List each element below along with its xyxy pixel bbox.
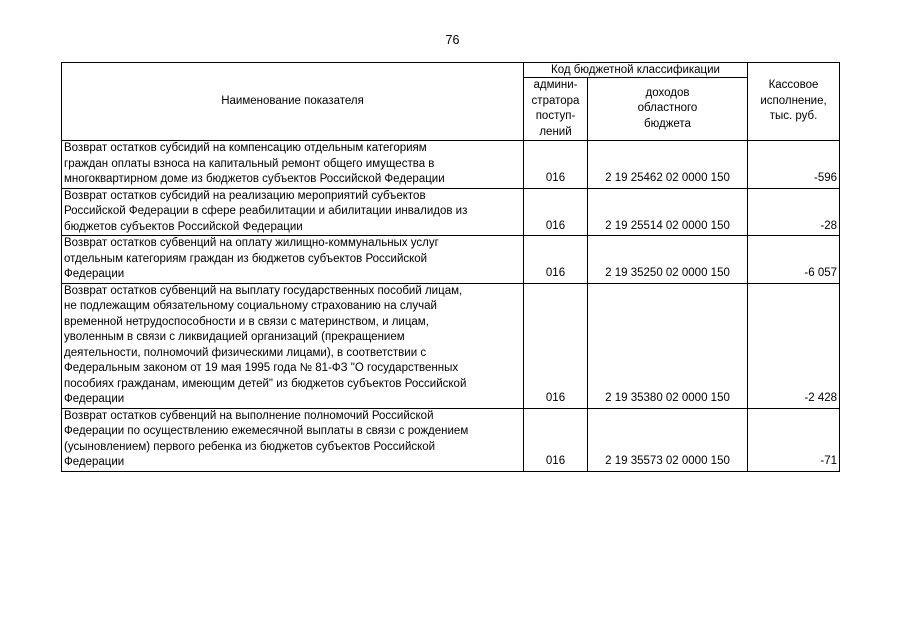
row-name: [62, 141, 524, 189]
row-revenue-code: 2 19 25514 02 0000 150: [588, 188, 748, 236]
header-execution-line: Кассовое: [768, 79, 819, 92]
table-row: [62, 188, 840, 236]
row-name-line: Возврат остатков субвенций на выплату государственных пособий лицам,: [64, 284, 463, 297]
header-admin-line: поступ-: [535, 110, 576, 122]
header-execution: [748, 63, 840, 141]
header-revenue-line: областного: [637, 102, 698, 115]
page-number: 76: [445, 33, 460, 47]
table-row: [62, 408, 840, 471]
row-admin-code: 016: [524, 141, 588, 189]
header-revenue-line: бюджета: [644, 117, 691, 130]
row-revenue-code: 2 19 35250 02 0000 150: [588, 236, 748, 284]
row-name-line: Федерации: [64, 456, 125, 468]
row-name: [62, 408, 524, 471]
budget-table: [61, 62, 840, 472]
header-name: Наименование показателя: [62, 63, 524, 141]
row-admin-code: 016: [524, 408, 588, 471]
row-name-line: Возврат остатков субвенций на оплату жилищно-коммунальных услуг: [64, 237, 439, 249]
header-execution-line: исполнение,: [760, 94, 827, 107]
header-execution-line: тыс. руб.: [769, 110, 818, 123]
row-name-line: (усыновлением) первого ребенка из бюджетов субъектов Российской: [64, 440, 436, 453]
header-admin-line: админи-: [533, 79, 578, 91]
row-amount: -71: [748, 408, 840, 471]
table-row: [62, 141, 840, 189]
row-admin-code: 016: [524, 236, 588, 284]
row-name-line: деятельности, полномочий физическими лицами), в соответствии с: [64, 346, 427, 359]
row-revenue-code: 2 19 35380 02 0000 150: [588, 283, 748, 408]
row-name: [62, 188, 524, 236]
row-admin-code: 016: [524, 283, 588, 408]
table-header: [62, 63, 840, 141]
row-name-line: уволенным в связи с ликвидацией организаций (прекращением: [64, 331, 405, 343]
table-row: [62, 283, 840, 408]
row-name-line: бюджетов субъектов Российской Федерации: [64, 220, 303, 233]
row-amount: -2 428: [748, 283, 840, 408]
header-admin-line: лений: [539, 125, 572, 138]
row-amount: -28: [748, 188, 840, 236]
row-name-line: отдельным категориям граждан из бюджетов субъектов Российской: [64, 252, 428, 265]
row-name-line: многоквартирном доме из бюджетов субъектов Российской Федерации: [64, 173, 445, 185]
header-classification: Код бюджетной классификации: [524, 63, 748, 78]
row-revenue-code: 2 19 35573 02 0000 150: [588, 408, 748, 471]
row-name-line: Федерации: [64, 268, 125, 280]
row-name-line: не подлежащим обязательному социальному страхованию на случай: [64, 300, 437, 312]
row-amount: -6 057: [748, 236, 840, 284]
row-name-line: пособиях гражданам, имеющим детей" из бюджетов субъектов Российской: [64, 377, 467, 390]
row-admin-code: 016: [524, 188, 588, 236]
row-name-line: временной нетрудоспособности и в связи с материнством, и лицам,: [64, 315, 429, 328]
header-admin-line: стратора: [531, 94, 580, 107]
row-name-line: Федеральным законом от 19 мая 1995 года № 81-ФЗ "О государственных: [64, 362, 459, 374]
row-name-line: Федерации: [64, 393, 125, 405]
row-amount: -596: [748, 141, 840, 189]
row-revenue-code: 2 19 25462 02 0000 150: [588, 141, 748, 189]
row-name-line: Возврат остатков субвенций на выполнение полномочий Российской: [64, 409, 434, 422]
header-revenue-line: доходов: [645, 86, 690, 99]
header-admin: [524, 78, 588, 141]
header-revenue: [588, 78, 748, 141]
row-name-line: Российской Федерации в сфере реабилитации и абилитации инвалидов из: [64, 205, 468, 217]
row-name-line: Федерации по осуществлению ежемесячной выплаты в связи с рождением: [64, 425, 469, 437]
row-name: [62, 283, 524, 408]
row-name: [62, 236, 524, 284]
row-name-line: Возврат остатков субсидий на компенсацию отдельным категориям: [64, 142, 427, 154]
row-name-line: Возврат остатков субсидий на реализацию мероприятий субъектов: [64, 189, 426, 202]
row-name-line: граждан оплаты взноса на капитальный ремонт общего имущества в: [64, 157, 435, 170]
table-body: [62, 141, 840, 472]
table-row: [62, 236, 840, 284]
